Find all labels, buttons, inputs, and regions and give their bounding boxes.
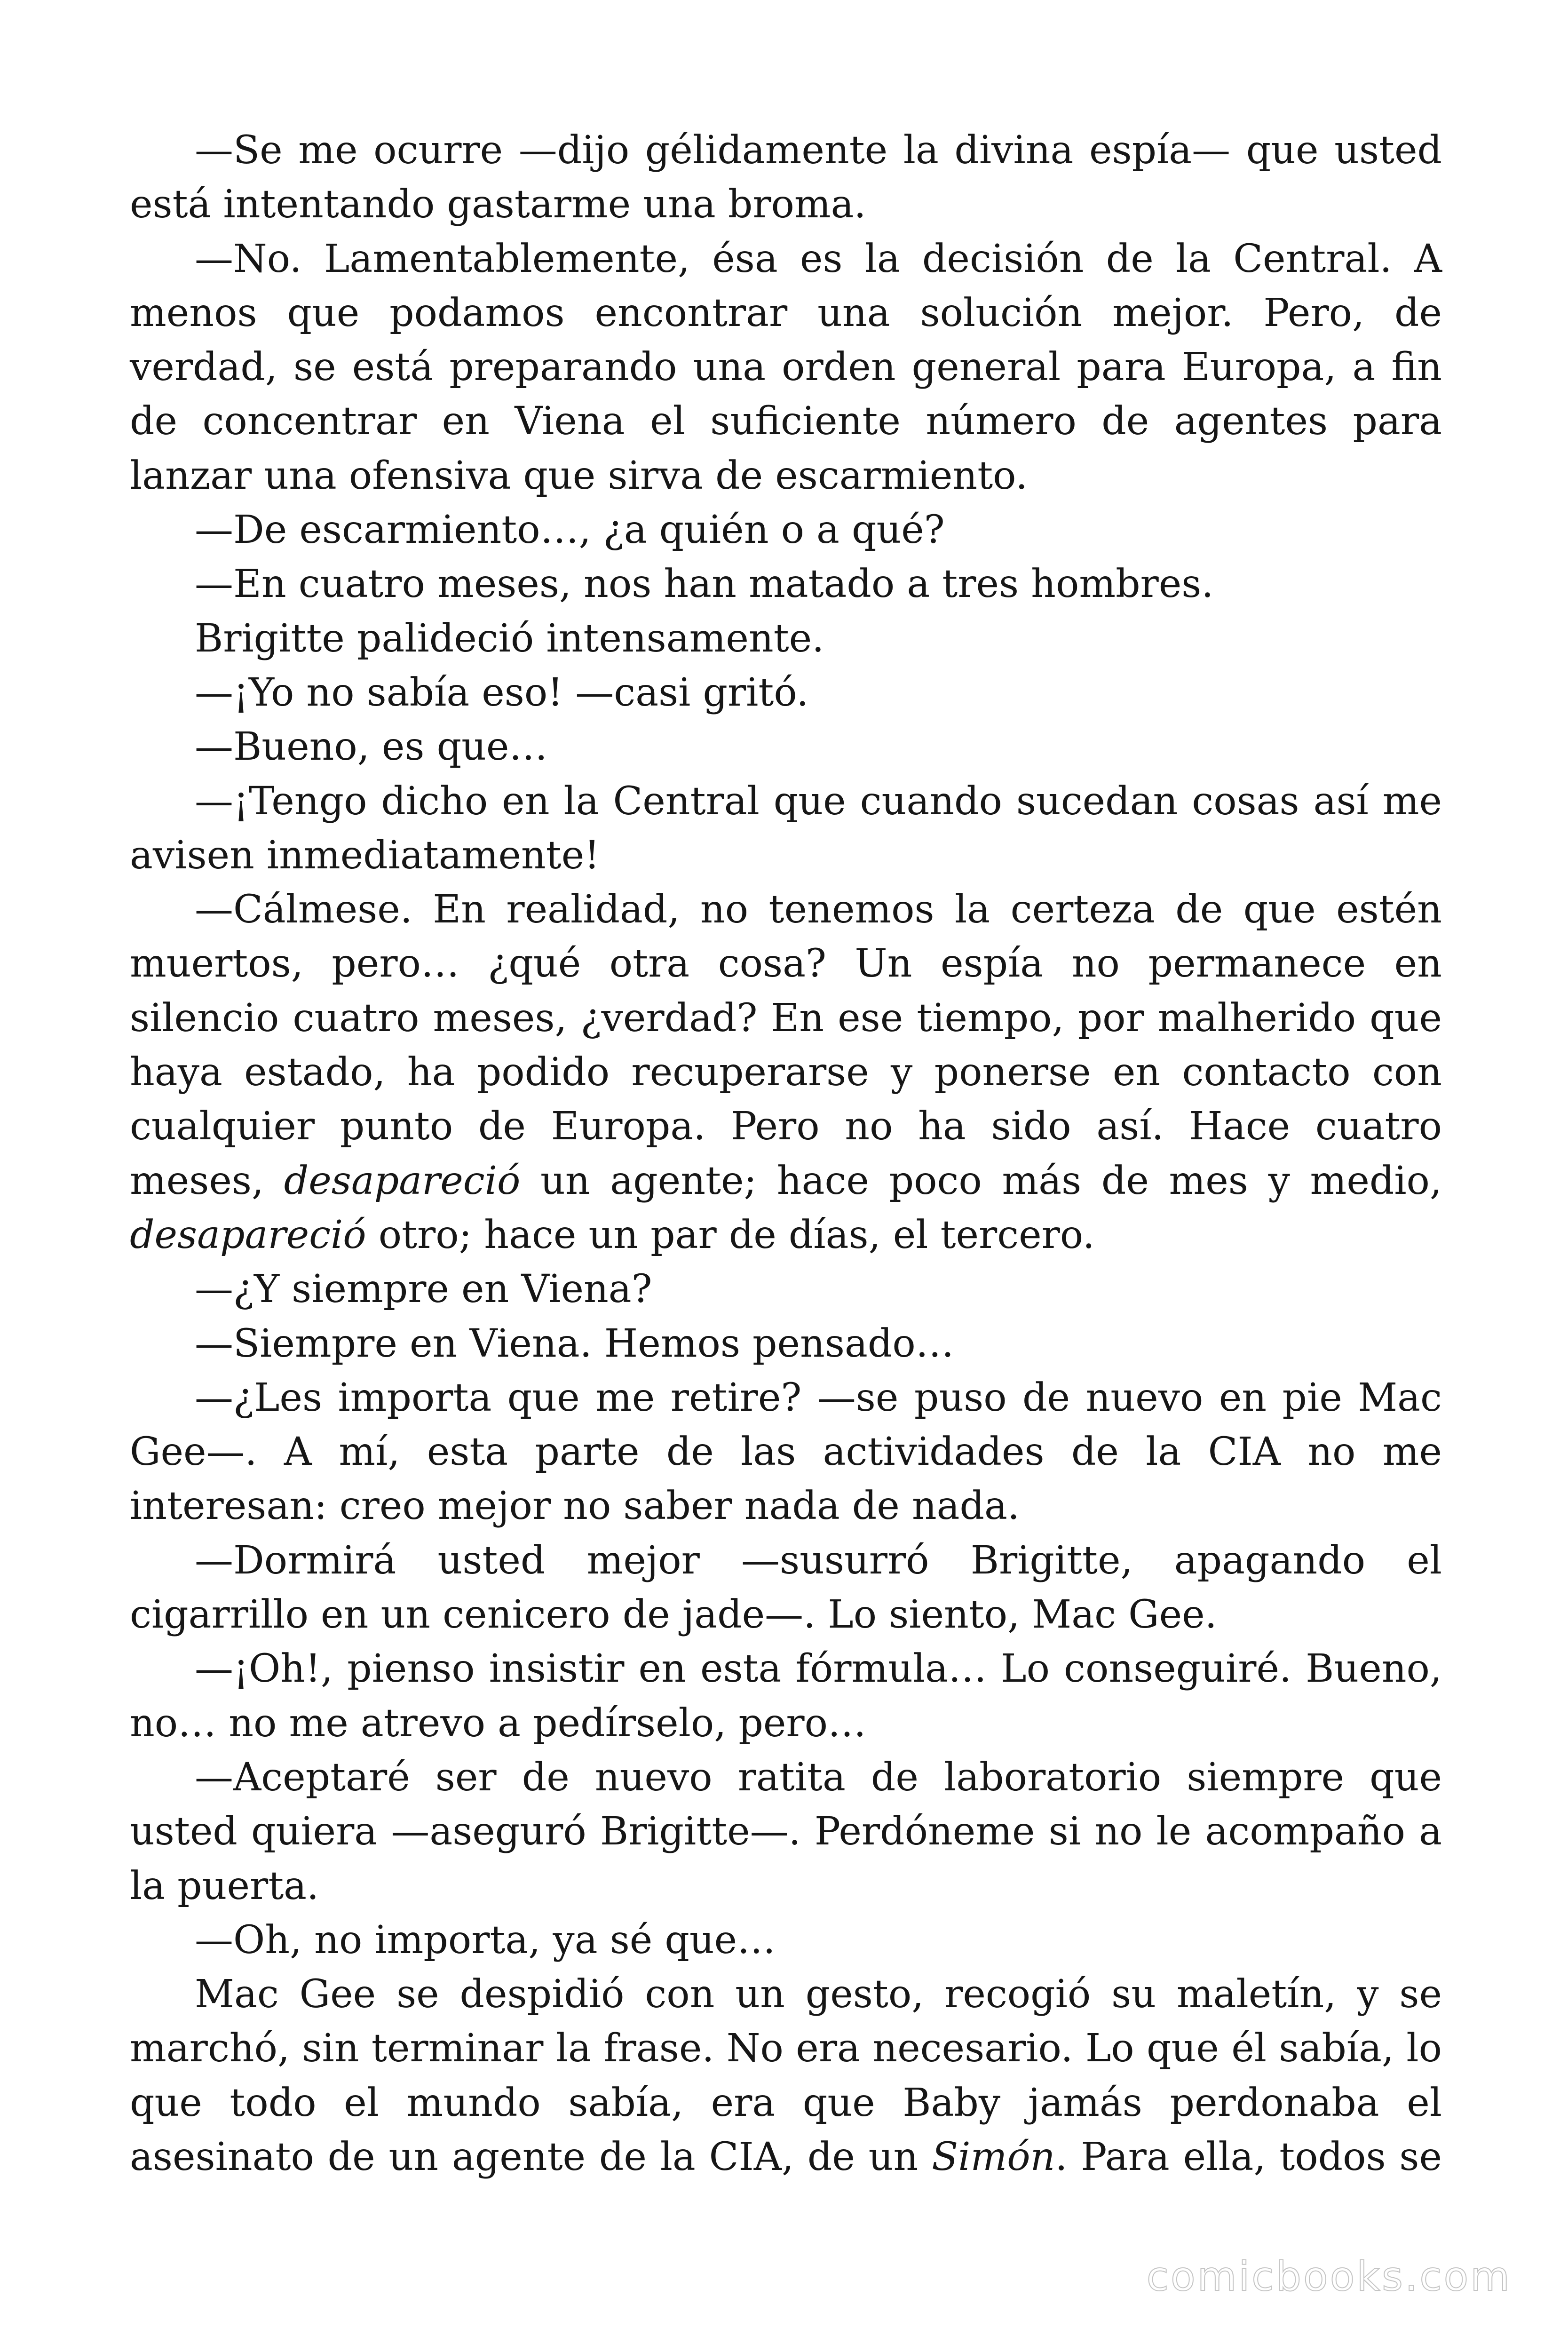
paragraph: [130, 1534, 1442, 1642]
text-run: —Dormirá usted mejor —susurró Brigitte, apagando el cigarrillo en un cenicero de jade—. Lo siento, Mac Gee.: [130, 1538, 1442, 1637]
paragraph: [130, 666, 1442, 720]
paragraph: [130, 1750, 1442, 1913]
text-run: —¡Tengo dicho en la Central que cuando sucedan cosas así me avisen inmediatamente!: [130, 779, 1442, 878]
text-run: —¿Les importa que me retire? —se puso de nuevo en pie Mac Gee—. A mí, esta parte de las actividades de la CIA no me interesan: creo mejor no saber nada de nada.: [130, 1375, 1442, 1529]
text-run: Mac Gee se despidió con un gesto, recogió su maletín, y se marchó, sin terminar la frase. No era necesario. Lo que él sabía, lo que todo el mundo sabía, era que Baby jamás perdonaba el asesinato de un agente de la CIA, de un: [130, 1972, 1442, 2179]
italic-text: desapareció: [284, 1158, 521, 1203]
paragraph: [130, 503, 1442, 557]
paragraph: [130, 1371, 1442, 1534]
paragraph: [130, 720, 1442, 774]
text-run: . Para ella, todos se: [1055, 2134, 1442, 2179]
watermark: comicbooks.com: [1146, 2253, 1512, 2300]
italic-text: Simón: [932, 2134, 1055, 2179]
paragraph: [130, 1967, 1442, 2184]
text-run: un agente; hace poco más de mes y medio,: [520, 1158, 1442, 1203]
text-run: —Aceptaré ser de nuevo ratita de laboratorio siempre que usted quiera —aseguró Brigitte—. Perdóneme si no le acompaño a la puerta.: [130, 1755, 1442, 1908]
book-page-text: [130, 123, 1442, 2184]
paragraph: [130, 612, 1442, 666]
paragraph: [130, 774, 1442, 883]
italic-text: desapareció: [130, 1212, 366, 1257]
text-run: otro; hace un par de días, el tercero.: [366, 1212, 1095, 1257]
paragraph: [130, 1913, 1442, 1967]
text-run: —Cálmese. En realidad, no tenemos la certeza de que estén muertos, pero… ¿qué otra cosa? Un espía no permanece en silencio cuatro meses, ¿verdad? En ese tiempo, por malherido que haya estado, ha podido recuperarse y ponerse en contacto con cualquier punto de Europa. Pero no ha sido así. Hace cuatro meses,: [130, 887, 1442, 1203]
text-run: —No. Lamentablemente, ésa es la decisión de la Central. A menos que podamos encontrar una solución mejor. Pero, de verdad, se está preparando una orden general para Europa, a fin de concentrar en Viena el suficiente número de agentes para lanzar una ofensiva que sirva de escarmiento.: [130, 236, 1442, 498]
text-run: —¿Y siempre en Viena?: [195, 1267, 652, 1312]
paragraph: [130, 123, 1442, 232]
text-run: —Siempre en Viena. Hemos pensado…: [195, 1321, 954, 1366]
text-run: Brigitte palideció intensamente.: [195, 616, 824, 661]
text-run: —Oh, no importa, ya sé que…: [195, 1917, 776, 1963]
paragraph: [130, 232, 1442, 503]
text-run: —¡Oh!, pienso insistir en esta fórmula… Lo conseguiré. Bueno, no… no me atrevo a pedírselo, pero…: [130, 1646, 1442, 1746]
paragraph: [130, 557, 1442, 611]
text-run: —De escarmiento…, ¿a quién o a qué?: [195, 508, 945, 553]
text-run: —Bueno, es que…: [195, 724, 548, 770]
text-run: —¡Yo no sabía eso! —casi gritó.: [195, 670, 809, 715]
paragraph: [130, 1317, 1442, 1371]
paragraph: [130, 882, 1442, 1262]
paragraph: [130, 1262, 1442, 1316]
paragraph: [130, 1642, 1442, 1750]
text-run: —Se me ocurre —dijo gélidamente la divina espía— que usted está intentando gastarme una broma.: [130, 128, 1442, 227]
text-run: —En cuatro meses, nos han matado a tres hombres.: [195, 562, 1214, 607]
